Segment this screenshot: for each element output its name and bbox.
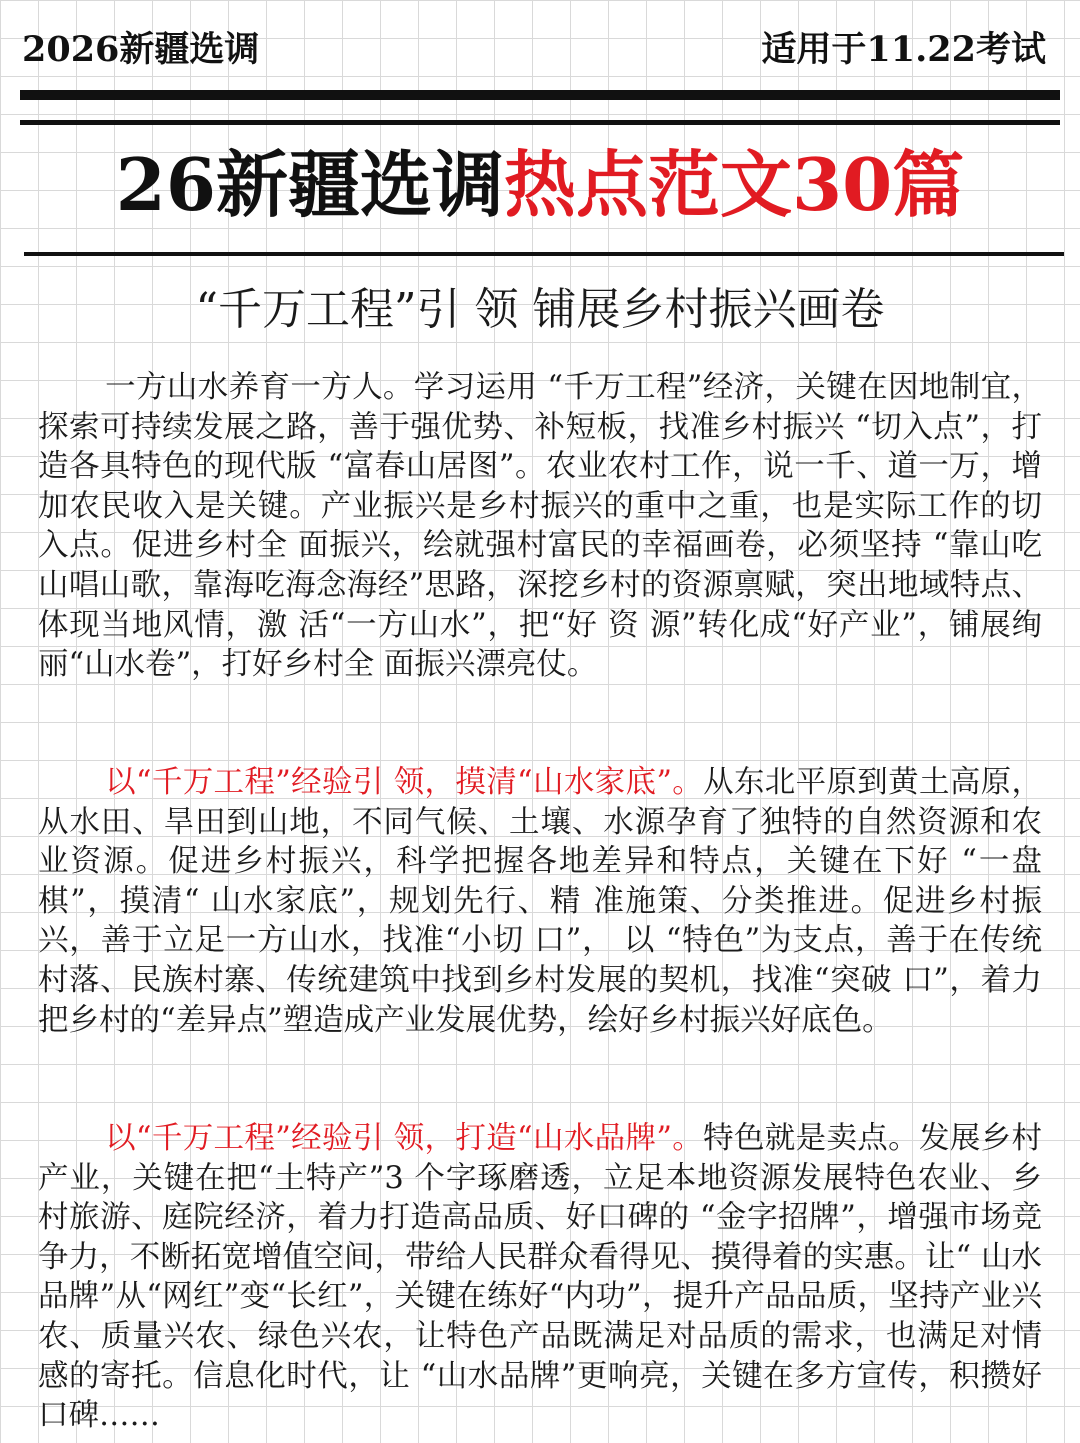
header-right-label: 适用于11.22考试 xyxy=(761,29,1046,70)
main-title xyxy=(0,142,1080,228)
paragraph-2-highlight: 以“千万工程”经验引 领，摸清“山水家底”。 xyxy=(105,765,704,800)
paragraph-3 xyxy=(38,1119,1042,1436)
paragraph-3-body: 特色就是卖点。发展乡村产业，关键在把“土特产”3 个字琢磨透，立足本地资源发展特色农业、乡村旅游、庭院经济，着力打造高品质、好口碑的 “金字招牌”，增强市场竞争力，不断拓宽增值空间，带给人民群众看得见、摸得着的实惠。让“ 山水品牌”从“网红”变“长红”，关键在练好“内功”，提升产品品质，坚持产业兴农、质量兴农、绿色兴农，让特色产品既满足对品质的需求，也满足对情感的寄托。信息化时代，让 “山水品牌”更响亮，关键在多方宣传，积攒好口碑…… xyxy=(38,1121,1042,1434)
article-title: “千万工程”引 领 铺展乡村振兴画卷 xyxy=(195,284,885,335)
main-title-part2: 热点范文30篇 xyxy=(504,142,965,227)
paragraph-1: 一方山水养育一方人。学习运用 “千万工程”经济，关键在因地制宜，探索可持续发展之路，善于强优势、补短板，找准乡村振兴 “切入点”，打造各具特色的现代版 “富春山居图”。农业农村工作，说一千、道一万，增加农民收入是关键。产业振兴是乡村振兴的重中之重，也是实际工作的切入点。促进乡村全 面振兴，绘就强村富民的幸福画卷，必须坚持 “靠山吃山唱山歌，靠海吃海念海经”思路，深挖乡村的资源禀赋，突出地域特点、体现当地风情，激 活“一方山水”，把“好 资 源”转化成“好产业”，铺展绚丽“山水卷”，打好乡村全 面振兴漂亮仗。 xyxy=(38,370,1042,683)
paragraph-2-body: 从东北平原到黄土高原，从水田、旱田到山地，不同气候、土壤、水源孕育了独特的自然资源和农业资源。促进乡村振兴，科学把握各地差异和特点，关键在下好 “一盘棋”，摸清“ 山水家底”，规划先行、精 准施策、分类推进。促进乡村振兴，善于立足一方山水，找准“小切 口”， 以 “特色”为支点，善于在传统村落、民族村寨、传统建筑中找到乡村发展的契机，找准“突破 口”，着力把乡村的“差异点”塑造成产业发展优势，绘好乡村振兴好底色。 xyxy=(38,765,1042,1038)
title-divider xyxy=(24,252,1064,256)
header-left-label: 2026新疆选调 xyxy=(22,29,260,70)
top-divider-thin xyxy=(20,120,1060,125)
top-divider-thick xyxy=(20,90,1060,100)
main-title-part1: 26新疆选调 xyxy=(115,142,504,227)
paragraph-3-highlight: 以“千万工程”经验引 领，打造“山水品牌”。 xyxy=(105,1121,704,1156)
paragraph-2 xyxy=(38,763,1042,1040)
